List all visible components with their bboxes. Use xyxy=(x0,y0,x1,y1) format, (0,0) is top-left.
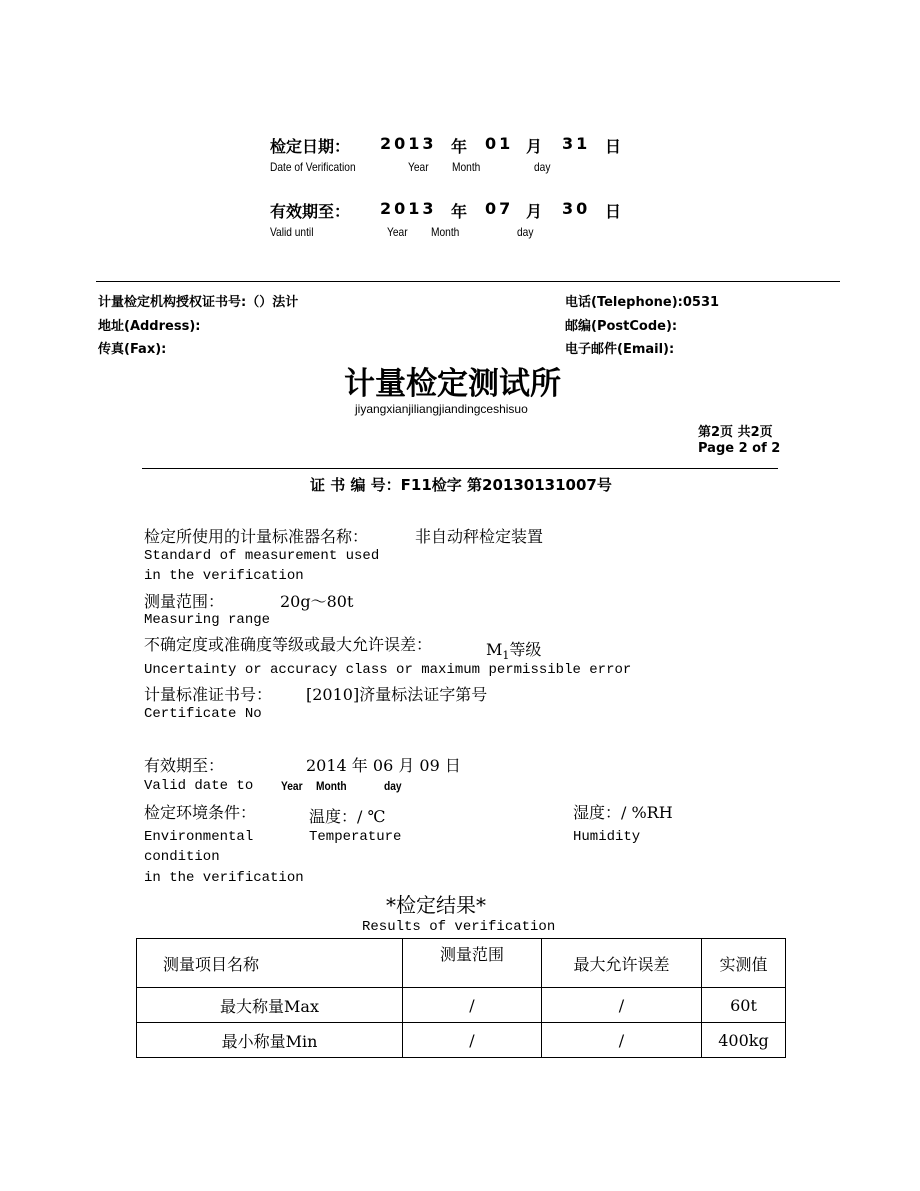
address: 地址(Address): xyxy=(98,319,201,334)
postcode: 邮编(PostCode): xyxy=(565,319,678,334)
valid-month: 07 xyxy=(485,199,514,218)
std-valid-en-label: Valid date to xyxy=(144,778,254,794)
row-min-range: / xyxy=(403,1023,542,1058)
row-max-range: / xyxy=(403,988,542,1023)
verification-date-label: 检定日期： xyxy=(270,137,351,156)
header-max-error: 最大允许误差 xyxy=(542,939,702,988)
environment-label: 检定环境条件： xyxy=(144,803,257,822)
uncertainty-value xyxy=(486,637,541,662)
header-divider xyxy=(96,281,840,282)
std-cert-label: 计量标准证书号： xyxy=(144,685,273,704)
verification-year-unit: 年 xyxy=(451,137,468,156)
uncertainty-en: Uncertainty or accuracy class or maximum permissible error xyxy=(144,662,632,678)
results-header-row xyxy=(137,939,786,988)
std-valid-value: 2014 年 06 月 09 日 xyxy=(306,756,461,775)
humidity-en: Humidity xyxy=(573,829,641,845)
verification-en-year: Year xyxy=(408,160,429,174)
valid-en-day: day xyxy=(517,225,534,239)
verification-en-day: day xyxy=(534,160,551,174)
uncertainty-class-m: M xyxy=(486,640,503,659)
table-row xyxy=(137,1023,786,1058)
std-valid-en-month: Month xyxy=(316,779,347,793)
certificate-number: 证 书 编 号：F11检字 第20130131007号 xyxy=(310,476,612,494)
results-table xyxy=(136,938,786,1058)
results-title: *检定结果* xyxy=(386,893,486,917)
email: 电子邮件(Email): xyxy=(565,342,675,357)
verification-day-unit: 日 xyxy=(605,137,622,156)
range-value: 20g～80t xyxy=(280,592,354,611)
standard-name-en-2: in the verification xyxy=(144,568,304,584)
auth-cert-number: 计量检定机构授权证书号:（）法计 xyxy=(98,295,299,310)
cert-divider xyxy=(142,468,778,469)
valid-until-label: 有效期至： xyxy=(270,202,351,221)
valid-year: 2013 xyxy=(380,199,437,218)
standard-name-en-1: Standard of measurement used xyxy=(144,548,380,564)
std-valid-en-day: day xyxy=(384,779,402,793)
environment-en-1: Environmental xyxy=(144,829,254,845)
valid-en-year: Year xyxy=(387,225,408,239)
std-cert-value: [2010]济量标法证字第号 xyxy=(306,685,488,704)
humidity-label: 湿度：/ %RH xyxy=(573,803,673,822)
institute-name: 计量检定测试所 xyxy=(344,366,561,402)
row-max-item: 最大称量Max xyxy=(137,988,403,1023)
range-en: Measuring range xyxy=(144,612,271,628)
row-min-value: 400kg xyxy=(702,1023,786,1058)
temperature-label: 温度：/ ℃ xyxy=(309,807,386,826)
valid-day-unit: 日 xyxy=(605,202,622,221)
page-number-en: Page 2 of 2 xyxy=(698,441,781,456)
environment-en-3: in the verification xyxy=(144,870,304,886)
std-valid-label: 有效期至： xyxy=(144,756,225,775)
verification-day: 31 xyxy=(562,134,591,153)
institute-pinyin: jiyangxianjiliangjiandingceshisuo xyxy=(355,402,528,416)
valid-year-unit: 年 xyxy=(451,202,468,221)
valid-month-unit: 月 xyxy=(526,202,543,221)
environment-en-2: condition xyxy=(144,849,220,865)
table-row xyxy=(137,988,786,1023)
range-label: 测量范围： xyxy=(144,592,225,611)
verification-year: 2013 xyxy=(380,134,437,153)
verification-date-en-label: Date of Verification xyxy=(270,160,356,174)
uncertainty-label: 不确定度或准确度等级或最大允许误差： xyxy=(144,635,433,654)
header-measured-value: 实测值 xyxy=(702,939,786,988)
uncertainty-class-rest: 等级 xyxy=(509,640,542,659)
std-valid-en-year: Year xyxy=(281,779,303,793)
fax: 传真(Fax): xyxy=(98,342,167,357)
valid-en-label: Valid until xyxy=(270,225,314,239)
temperature-en: Temperature xyxy=(309,829,402,845)
verification-month: 01 xyxy=(485,134,514,153)
telephone: 电话(Telephone):0531 xyxy=(565,295,720,310)
row-max-value: 60t xyxy=(702,988,786,1023)
row-min-error: / xyxy=(542,1023,702,1058)
uncertainty-class-sub: 1 xyxy=(502,649,510,663)
verification-en-month: Month xyxy=(452,160,481,174)
header-range: 测量范围 xyxy=(403,939,542,988)
row-max-error: / xyxy=(542,988,702,1023)
valid-en-month: Month xyxy=(431,225,460,239)
valid-day: 30 xyxy=(562,199,591,218)
standard-name-value: 非自动秤检定装置 xyxy=(415,527,544,546)
std-cert-en: Certificate No xyxy=(144,706,262,722)
row-min-item: 最小称量Min xyxy=(137,1023,403,1058)
header-item-name: 测量项目名称 xyxy=(137,939,403,988)
results-title-en: Results of verification xyxy=(362,919,556,935)
verification-month-unit: 月 xyxy=(526,137,543,156)
standard-name-label: 检定所使用的计量标准器名称： xyxy=(144,527,369,546)
page-number-cn: 第2页 共2页 xyxy=(698,425,773,440)
